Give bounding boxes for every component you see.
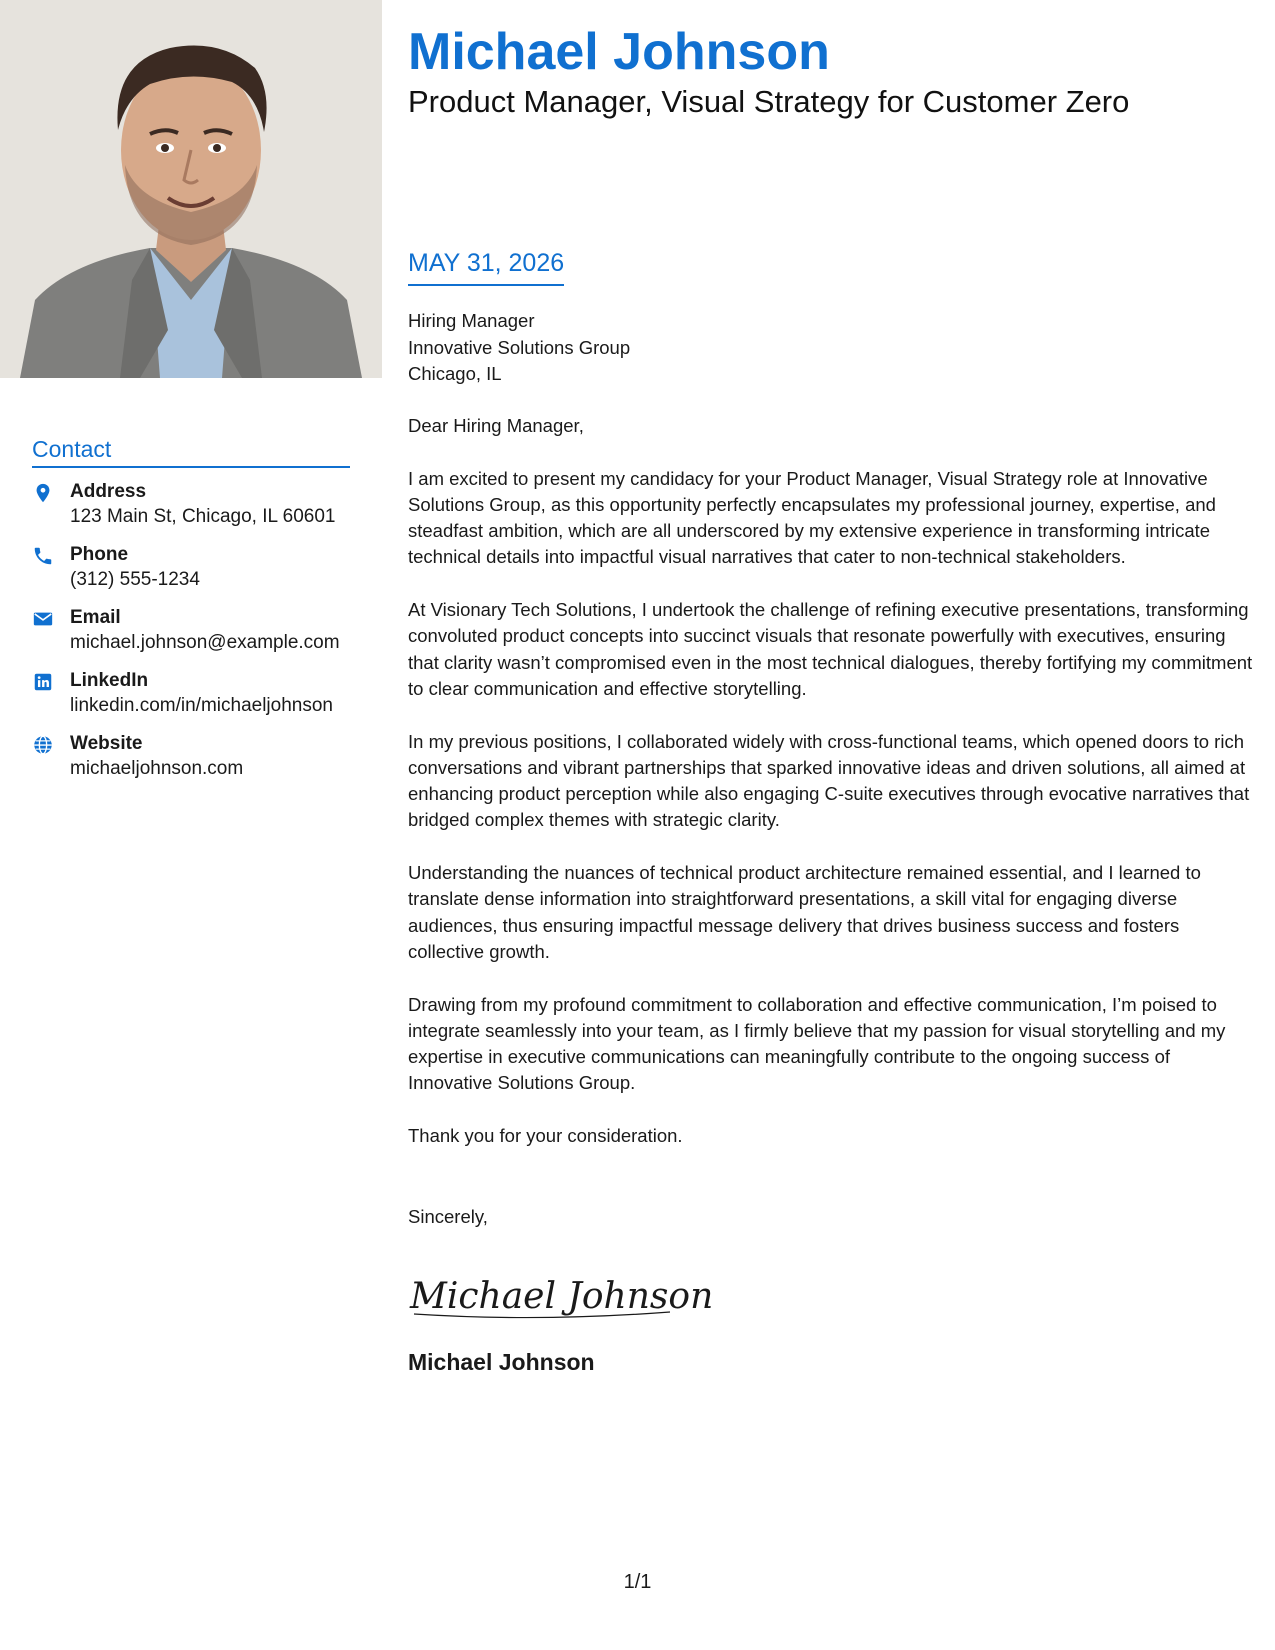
page-number: 1/1: [623, 1571, 652, 1593]
applicant-name: Michael Johnson: [408, 23, 830, 81]
contact-list: [32, 481, 372, 796]
contact-heading: Contact: [32, 436, 350, 468]
job-title: Product Manager, Visual Strategy for Customer Zero: [408, 84, 1130, 119]
contact-phone: [32, 544, 372, 607]
body-paragraph: At Visionary Tech Solutions, I undertook the challenge of refining executive presentations, transforming convoluted product concepts into succinct visuals that resonate powerfully with executives, ensuring that clarity wasn’t compromised even in the most technical dialogues, thereby fortifying my commitment to clear communication and effective storytelling.: [408, 599, 1253, 699]
contact-label: Email: [70, 607, 121, 628]
website-value[interactable]: michaeljohnson.com: [70, 758, 244, 779]
svg-text:Michael Johnson: Michael Johnson: [410, 1276, 714, 1317]
linkedin-icon: [32, 671, 54, 693]
contact-address: [32, 481, 372, 544]
contact-label: Website: [70, 733, 143, 754]
contact-label: Phone: [70, 544, 129, 565]
letter-body: [408, 413, 1253, 1176]
location-pin-icon: [32, 482, 54, 504]
contact-label: LinkedIn: [70, 670, 149, 691]
body-paragraph: In my previous positions, I collaborated widely with cross-functional teams, which opened doors to rich conversations and vibrant partnerships that sparked innovative ideas and driven solutions, all aimed at enhancing product perception while also engaging C-suite executives through evocative narratives that bridged complex themes with strategic clarity.: [408, 730, 1250, 831]
closing: Sincerely,: [408, 1206, 488, 1227]
linkedin-value[interactable]: linkedin.com/in/michaeljohnson: [70, 695, 333, 716]
profile-photo: [0, 0, 382, 378]
signer-name: Michael Johnson: [408, 1349, 595, 1375]
thank-you-line: Thank you for your consideration.: [408, 1125, 683, 1147]
recipient-line: Hiring Manager: [408, 310, 535, 331]
contact-label: Address: [70, 481, 147, 502]
contact-website: [32, 733, 372, 796]
phone-value: (312) 555-1234: [70, 569, 200, 590]
handwritten-signature: [408, 1262, 714, 1328]
email-icon: [32, 608, 54, 630]
body-paragraph: Drawing from my profound commitment to collaboration and effective communication, I’m poised to integrate seamlessly into your team, as I firmly believe that my passion for visual storytelling and my expertise in executive communications can meaningfully contribute to the ongoing success of Innovative Solutions Group.: [408, 993, 1226, 1094]
body-paragraph: Understanding the nuances of technical product architecture remained essential, and I learned to translate dense information into straightforward presentations, a skill vital for engaging diverse audiences, thus ensuring impactful message delivery that drives business success and fosters collective growth.: [408, 862, 1201, 962]
contact-email: [32, 607, 372, 670]
globe-icon: [32, 734, 54, 756]
sidebar: [0, 0, 382, 1650]
salutation: Dear Hiring Manager,: [408, 415, 584, 436]
recipient-block: [408, 308, 630, 388]
recipient-line: Chicago, IL: [408, 363, 502, 384]
email-value[interactable]: michael.johnson@example.com: [70, 632, 340, 653]
letter-date: MAY 31, 2026: [408, 249, 564, 286]
phone-icon: [32, 545, 54, 567]
contact-linkedin: [32, 670, 372, 733]
body-paragraph: I am excited to present my candidacy for your Product Manager, Visual Strategy role at Innovative Solutions Group, as this opportunity perfectly encapsulates my professional journey, expertise, and steadfast ambition, which are all underscored by my extensive experience in transforming intricate technical details into impactful visual narratives that cater to non-technical stakeholders.: [408, 467, 1216, 568]
portrait-illustration: [0, 0, 382, 378]
address-value: 123 Main St, Chicago, IL 60601: [70, 506, 336, 527]
recipient-line: Innovative Solutions Group: [408, 336, 631, 358]
